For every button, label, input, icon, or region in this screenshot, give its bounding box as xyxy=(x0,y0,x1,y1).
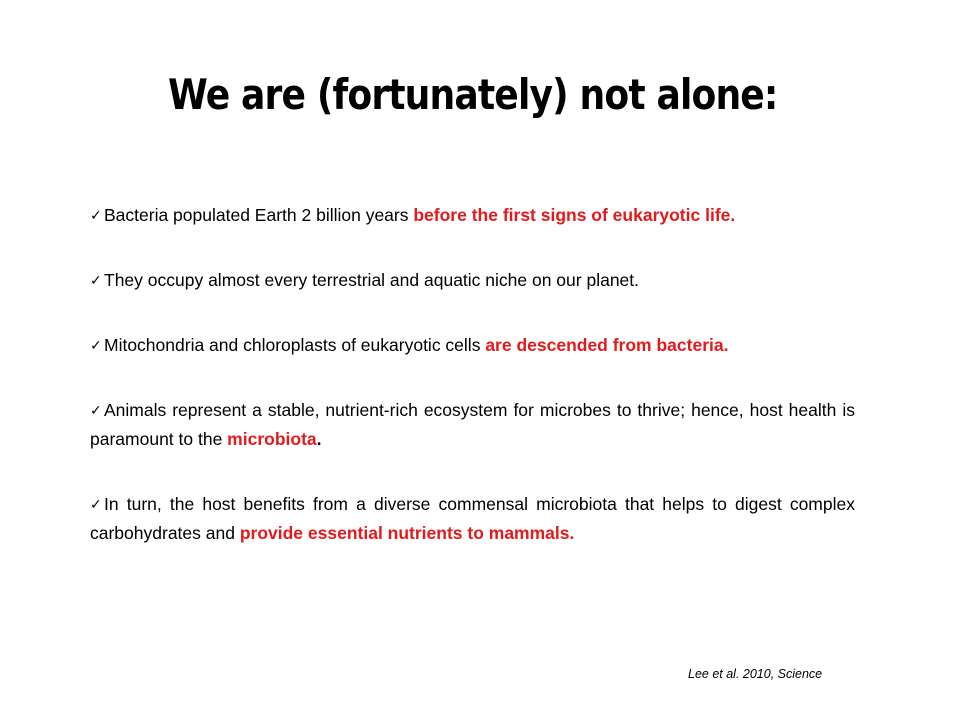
bullet-highlight: are descended from bacteria. xyxy=(485,335,729,355)
bullet-highlight: before the first signs of eukaryotic life. xyxy=(413,205,736,225)
bullet-item xyxy=(90,201,855,230)
bullet-text: Animals represent a stable, nutrient-rich ecosystem for microbes to thrive; hence, host health is paramount to the xyxy=(90,400,855,449)
bullet-item xyxy=(90,396,855,454)
bullet-highlight: provide essential nutrients to mammals. xyxy=(239,523,575,543)
checkmark-icon: ✓ xyxy=(90,402,102,418)
checkmark-icon: ✓ xyxy=(90,207,102,223)
checkmark-icon: ✓ xyxy=(90,272,102,288)
bullet-highlight: microbiota xyxy=(227,429,317,449)
bullet-text: They occupy almost every terrestrial and aquatic niche on our planet. xyxy=(104,270,640,290)
slide-title: We are (fortunately) not alone: xyxy=(168,70,778,119)
bullet-list xyxy=(90,201,855,548)
bullet-text: In turn, the host benefits from a diverse commensal microbiota that helps to digest complex carbohydrates and xyxy=(90,494,855,543)
bullet-item xyxy=(90,490,855,548)
bullet-text: Bacteria populated Earth 2 billion years xyxy=(104,205,414,225)
checkmark-icon: ✓ xyxy=(90,496,102,512)
bullet-item xyxy=(90,266,855,295)
citation: Lee et al. 2010, Science xyxy=(688,667,823,681)
bullet-text: Mitochondria and chloroplasts of eukaryotic cells xyxy=(104,335,486,355)
bullet-item xyxy=(90,331,855,360)
checkmark-icon: ✓ xyxy=(90,337,102,353)
bullet-punctuation: . xyxy=(316,429,322,449)
